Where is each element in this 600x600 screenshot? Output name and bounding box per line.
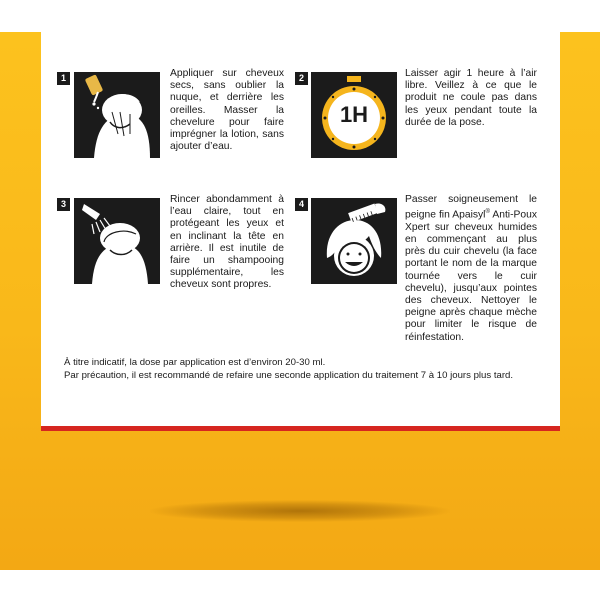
- instructions-card: [41, 32, 560, 431]
- step-number: 3: [57, 198, 70, 211]
- step-number: 2: [295, 72, 308, 85]
- precaution-note: Par précaution, il est recommandé de refaire une seconde application du traitement 7 à 10 jours plus tard.: [64, 370, 514, 381]
- bottom-white-strip: [0, 570, 600, 600]
- step-3-text: Rincer abondamment à l’eau claire, tout en protégeant les yeux et en inclinant la tête en arrière. Il est inutile de faire un shampooing supplémentaire, les cheveux sont propres.: [170, 194, 284, 291]
- step-number: 1: [57, 72, 70, 85]
- shower-rinse-icon: [74, 198, 160, 284]
- step-1-text: Appliquer sur cheveux secs, sans oublier la nuque, et derrière les oreilles. Masser la chevelure pour faire imprégner la lotion, sans ajouter d’eau.: [170, 68, 284, 153]
- step-2-text: Laisser agir 1 heure à l’air libre. Veillez à ce que le produit ne coule pas dans les yeux pendant toute la durée de la pose.: [405, 68, 537, 128]
- drop-shadow: [150, 500, 450, 522]
- applying-lotion-icon: [74, 72, 160, 158]
- step-4-text: Passer soigneusement le peigne fin Apaisyl® Anti-Poux Xpert sur cheveux humides en commençant au plus près du cuir chevelu (la face portant le nom de la marque tournée vers le cuir chevelu), jusqu’aux pointes des cheveux. Nettoyer le peigne après chaque mèche pour limiter le risque de réinfestation.: [405, 194, 537, 343]
- timer-label: 1H: [339, 102, 369, 127]
- combing-hair-icon: [311, 198, 397, 284]
- dose-note: À titre indicatif, la dose par application est d’environ 20-30 ml.: [64, 357, 326, 368]
- step-number: 4: [295, 198, 308, 211]
- timer-icon: [311, 72, 397, 158]
- notes: [64, 356, 554, 382]
